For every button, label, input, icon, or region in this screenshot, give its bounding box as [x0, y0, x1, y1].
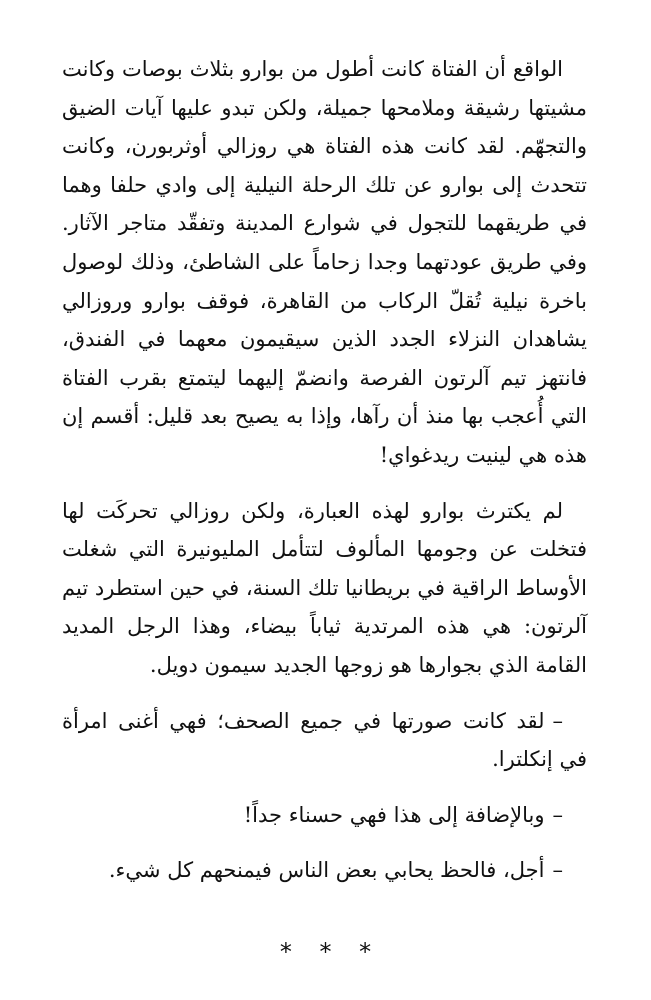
dialogue-dash: – — [552, 858, 563, 883]
paragraph-1: الواقع أن الفتاة كانت أطول من بوارو بثلاث بوصات وكانت مشيتها رشيقة وملامحها جميلة، ولكن تبدو عليها آيات الضيق والتجهّم. لقد كانت هذه الفتاة هي روزالي أوثربورن، وكانت تتحدث إلى بوارو عن تلك الرحلة النيلية إلى وادي حلفا وهما في طريقهما للتجول في شوارع المدينة وتفقّد متاجر الآثار. وفي طريق عودتهما وجدا زحاماً على الشاطئ، وذلك لوصول باخرة نيلية تُقلّ الركاب من القاهرة، فوقف بوارو وروزالي يشاهدان النزلاء الجدد الذين سيقيمون معهما في الفندق، فانتهز تيم آلرتون الفرصة وانضمّ إليهما ليتمتع بقرب الفتاة التي أُعجب بها منذ أن رآها، وإذا به يصيح بعد قليل: أقسم إن هذه هي لينيت ريدغواي! — [62, 57, 587, 467]
dialogue-text: أجل، فالحظ يحابي بعض الناس فيمنحهم كل شيء. — [108, 858, 545, 883]
dialogue-dash: – — [552, 802, 563, 827]
dialogue-text: وبالإضافة إلى هذا فهي حسناء جداً! — [243, 802, 545, 827]
paragraph-2: لم يكترث بوارو لهذه العبارة، ولكن روزالي تحركَت لها فتخلت عن وجومها المألوف لتتأمل المليونيرة التي شغلت الأوساط الراقية في بريطانيا تلك السنة، في حين استطرد تيم آلرتون: هي هذه المرتدية ثياباً بيضاء، وهذا الرجل المديد القامة الذي بجوارها هو زوجها الجديد سيمون دويل. — [62, 498, 587, 677]
dialogue-dash: – — [552, 708, 563, 733]
section-separator — [0, 938, 651, 966]
dialogue-line-3 — [62, 851, 587, 890]
dialogue-line-2 — [62, 796, 587, 835]
separator-star: * — [319, 938, 332, 966]
page-text — [62, 50, 587, 907]
dialogue-line-1 — [62, 702, 587, 779]
separator-star: * — [279, 938, 292, 966]
dialogue-text: لقد كانت صورتها في جميع الصحف؛ فهي أغنى امرأة في إنكلترا. — [62, 708, 587, 772]
separator-star: * — [359, 938, 372, 966]
